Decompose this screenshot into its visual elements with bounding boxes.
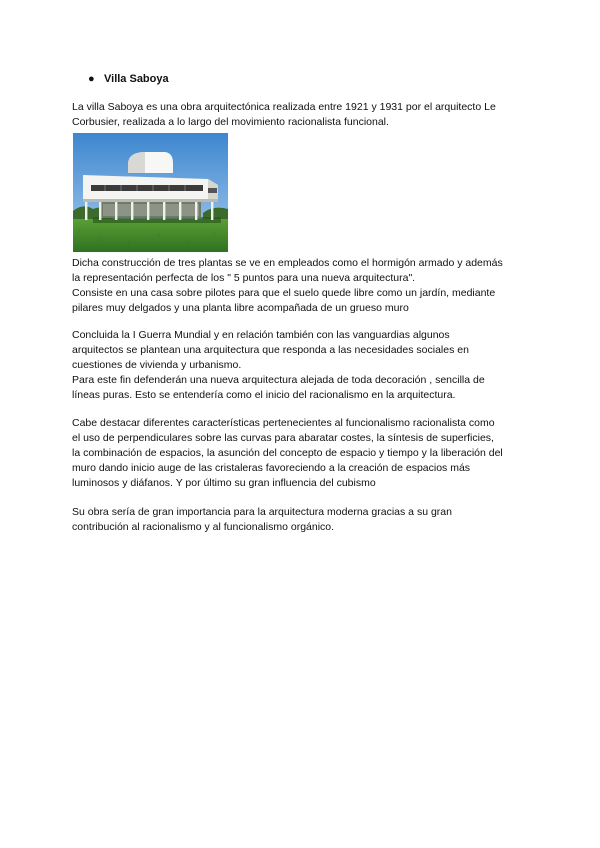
text-line: muro dando inicio auge de las cristaleras favoreciendo a la creación de espacios más bbox=[72, 462, 471, 474]
text-line: arquitectos se plantean una arquitectura que responda a las necesidades sociales en bbox=[72, 344, 469, 356]
building-image bbox=[73, 133, 228, 252]
history-paragraph bbox=[72, 328, 542, 403]
text-line: Consiste en una casa sobre pilotes para que el suelo quede libre como un jardín, mediante bbox=[72, 287, 496, 299]
construction-paragraph bbox=[72, 256, 542, 316]
villa-savoye-photo bbox=[73, 133, 228, 252]
text-line: pilares muy delgados y una planta libre acompañada de un grueso muro bbox=[72, 302, 409, 314]
text-line: Cabe destacar diferentes características pertenecientes al funcionalismo racionalista como bbox=[72, 417, 495, 429]
text-line: la combinación de espacios, la asunción del concepto de espacio y tiempo y la liberación del bbox=[72, 447, 503, 459]
text-line: luminosos y diáfanos. Y por último su gran influencia del cubismo bbox=[72, 477, 376, 489]
text-line: Corbusier, realizada a lo largo del movimiento racionalista funcional. bbox=[72, 116, 389, 128]
text-line: La villa Saboya es una obra arquitectónica realizada entre 1921 y 1931 por el arquitecto Le bbox=[72, 101, 496, 113]
text-line: Para este fin defenderán una nueva arquitectura alejada de toda decoración , sencilla de bbox=[72, 374, 485, 386]
section-heading bbox=[88, 72, 169, 86]
text-line: contribución al racionalismo y al funcionalismo orgánico. bbox=[72, 521, 335, 533]
conclusion-paragraph bbox=[72, 505, 542, 535]
text-line: la representación perfecta de los " 5 puntos para una nueva arquitectura". bbox=[72, 272, 416, 284]
intro-paragraph bbox=[72, 100, 542, 130]
text-line: líneas puras. Esto se entendería como el inicio del racionalismo en la arquitectura. bbox=[72, 389, 456, 401]
text-line: Concluida la I Guerra Mundial y en relación también con las vanguardias algunos bbox=[72, 329, 450, 341]
heading-text: Villa Saboya bbox=[104, 73, 169, 85]
text-line: el uso de perpendiculares sobre las curvas para abaratar costes, la síntesis de superficies, bbox=[72, 432, 494, 444]
characteristics-paragraph bbox=[72, 416, 542, 491]
text-line: cuestiones de vivienda y urbanismo. bbox=[72, 359, 242, 371]
text-line: Su obra sería de gran importancia para la arquitectura moderna gracias a su gran bbox=[72, 506, 452, 518]
text-line: Dicha construcción de tres plantas se ve en empleados como el hormigón armado y además bbox=[72, 257, 503, 269]
bullet-icon: ● bbox=[88, 73, 95, 85]
